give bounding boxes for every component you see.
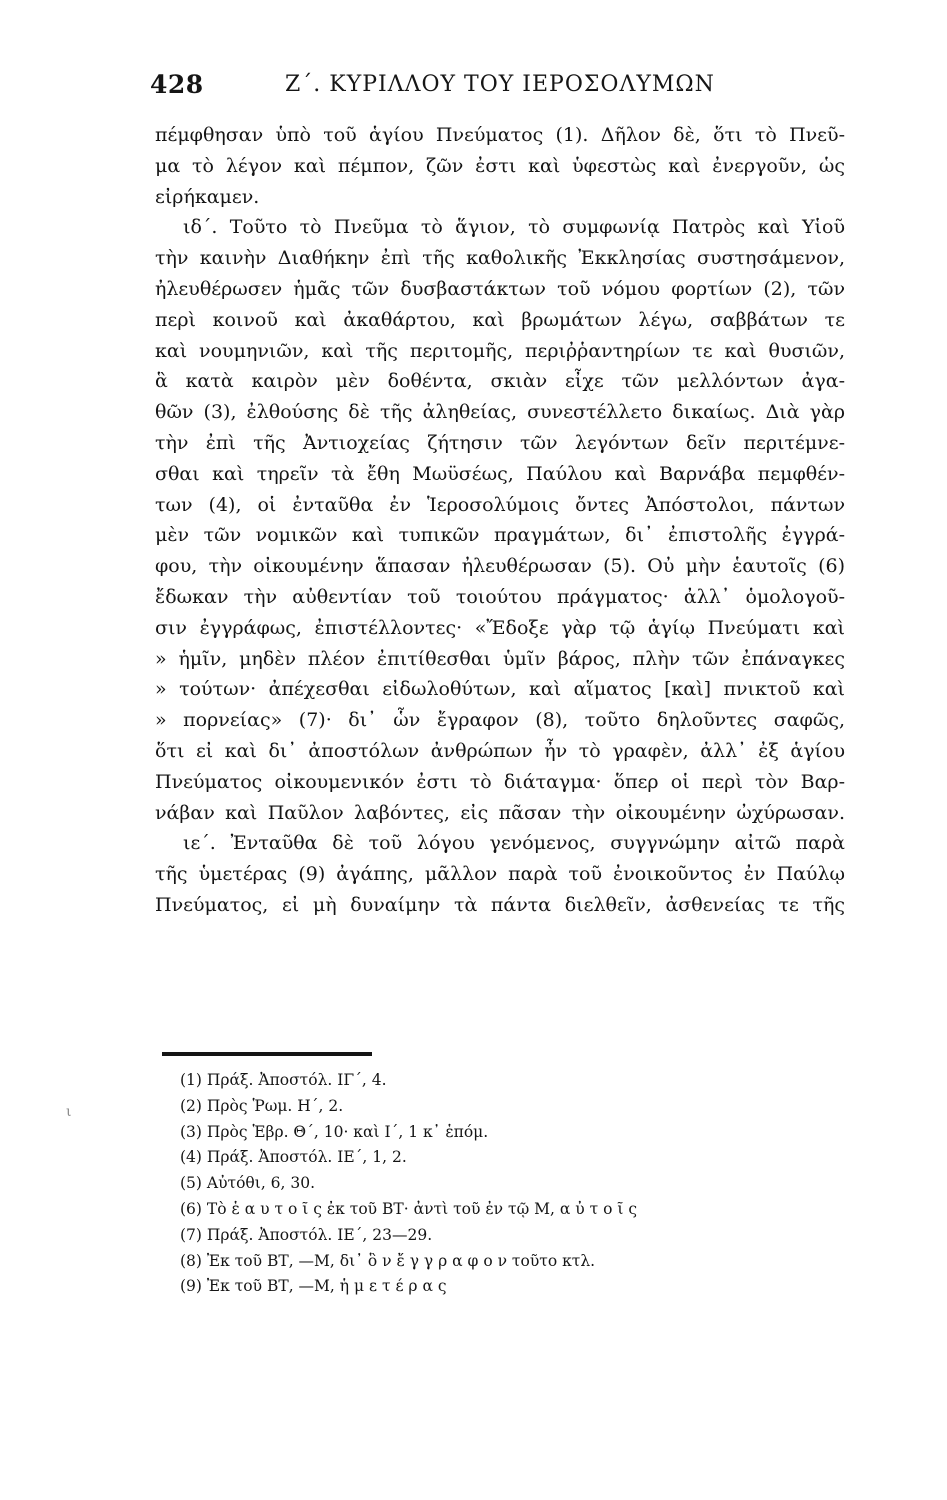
footnote: (4) Πράξ. Ἀποστόλ. ΙΕ΄, 1, 2. bbox=[180, 1148, 407, 1167]
text-line: θῶν (3), ἐλθούσης δὲ τῆς ἀληθείας, συνεστέλλετο δικαίως. Διὰ γὰρ bbox=[155, 401, 845, 424]
text-line: σιν ἐγγράφως, ἐπιστέλλοντες· «Ἔδοξε γὰρ τῷ ἁγίῳ Πνεύματι καὶ bbox=[155, 616, 845, 639]
running-title: Ζ΄. ΚΥΡΙΛΛΟΥ ΤΟΥ ΙΕΡΟΣΟΛΥΜΩΝ bbox=[285, 72, 715, 97]
text-line: ἃ κατὰ καιρὸν μὲν δοθέντα, σκιὰν εἶχε τῶν μελλόντων ἀγα- bbox=[155, 370, 845, 393]
text-line: πέμφθησαν ὑπὸ τοῦ ἁγίου Πνεύματος (1). Δῆλον δὲ, ὅτι τὸ Πνεῦ- bbox=[155, 124, 845, 146]
footnote: (7) Πράξ. Ἀποστόλ. ΙΕ΄, 23—29. bbox=[180, 1225, 433, 1244]
text-line: περὶ κοινοῦ καὶ ἀκαθάρτου, καὶ βρωμάτων λέγω, σαββάτων τε bbox=[155, 308, 845, 331]
text-line: φου, τὴν οἰκουμένην ἅπασαν ἠλευθέρωσαν (5). Οὐ μὴν ἑαυτοῖς (6) bbox=[155, 555, 845, 578]
text-line: σθαι καὶ τηρεῖν τὰ ἔθη Μωϋσέως, Παύλου καὶ Βαρνάβα πεμφθέν- bbox=[155, 462, 845, 485]
section-start-line: ιε΄. Ἐνταῦθα δὲ τοῦ λόγου γενόμενος, συγγνώμην αἰτῶ παρὰ bbox=[183, 832, 845, 855]
page-header bbox=[150, 70, 850, 104]
text-line: ἠλευθέρωσεν ἡμᾶς τῶν δυσβαστάκτων τοῦ νόμου φορτίων (2), τῶν bbox=[155, 277, 845, 300]
main-text bbox=[155, 120, 845, 921]
text-line: των (4), οἱ ἐνταῦθα ἐν Ἱεροσολύμοις ὄντες Ἀπόστολοι, πάντων bbox=[155, 493, 845, 516]
text-line: καὶ νουμηνιῶν, καὶ τῆς περιτομῆς, περιῤῥαντηρίων τε καὶ θυσιῶν, bbox=[155, 339, 845, 362]
text-line: τὴν ἐπὶ τῆς Ἀντιοχείας ζήτησιν τῶν λεγόντων δεῖν περιτέμνε- bbox=[155, 431, 845, 454]
text-line: εἰρήκαμεν. bbox=[155, 185, 260, 208]
text-line: μα τὸ λέγον καὶ πέμπον, ζῶν ἐστι καὶ ὑφεστὼς καὶ ἐνεργοῦν, ὡς bbox=[155, 154, 845, 177]
text-line: τῆς ὑμετέρας (9) ἀγάπης, μᾶλλον παρὰ τοῦ ἐνοικοῦντος ἐν Παύλῳ bbox=[155, 863, 845, 886]
text-line: Πνεύματος, εἰ μὴ δυναίμην τὰ πάντα διελθεῖν, ἀσθενείας τε τῆς bbox=[155, 893, 845, 916]
text-line: » ἡμῖν, μηδὲν πλέον ἐπιτίθεσθαι ὑμῖν βάρος, πλὴν τῶν ἐπάναγκες bbox=[155, 647, 845, 670]
text-line: ὅτι εἰ καὶ δι᾿ ἀποστόλων ἀνθρώπων ἦν τὸ γραφὲν, ἀλλ᾿ ἐξ ἁγίου bbox=[155, 739, 845, 762]
text-line: » πορνείας» (7)· δι᾿ ὧν ἔγραφον (8), τοῦτο δηλοῦντες σαφῶς, bbox=[155, 709, 845, 732]
footnote: (8) Ἐκ τοῦ ΒΤ, —Μ, δι᾿ ὃ ν ἔ γ γ ρ α φ ο ν τοῦτο κτλ. bbox=[180, 1251, 596, 1270]
footnote: (2) Πρὸς Ῥωμ. Η΄, 2. bbox=[180, 1096, 344, 1115]
footnotes bbox=[180, 1068, 840, 1300]
page-number: 428 bbox=[150, 70, 204, 99]
text-line: μὲν τῶν νομικῶν καὶ τυπικῶν πραγμάτων, δι᾿ ἐπιστολῆς ἐγγρά- bbox=[155, 524, 845, 547]
footnote: (5) Αὐτόθι, 6, 30. bbox=[180, 1174, 316, 1193]
text-line: νάβαν καὶ Παῦλον λαβόντες, εἰς πᾶσαν τὴν οἰκουμένην ὠχύρωσαν. bbox=[155, 801, 845, 824]
footnote: (1) Πράξ. Ἀποστόλ. ΙΓ΄, 4. bbox=[180, 1071, 387, 1089]
footnote: (3) Πρὸς Ἑβρ. Θ΄, 10· καὶ Ι΄, 1 κ᾿ ἑπόμ. bbox=[180, 1122, 489, 1141]
footnote-divider bbox=[162, 1052, 372, 1056]
text-line: ἔδωκαν τὴν αὐθεντίαν τοῦ τοιούτου πράγματος· ἀλλ᾿ ὁμολογοῦ- bbox=[155, 585, 845, 608]
footnote: (6) Τὸ ἑ α υ τ ο ῖ ς ἐκ τοῦ ΒΤ· ἀντὶ τοῦ ἐν τῷ Μ, α ὐ τ ο ῖ ς bbox=[180, 1199, 638, 1218]
section-start-line: ιδ΄. Τοῦτο τὸ Πνεῦμα τὸ ἅγιον, τὸ συμφωνίᾳ Πατρὸς καὶ Υἱοῦ bbox=[183, 216, 845, 239]
text-line: τὴν καινὴν Διαθήκην ἐπὶ τῆς καθολικῆς Ἐκκλησίας συστησάμενον, bbox=[155, 247, 845, 270]
text-line: Πνεύματος οἰκουμενικόν ἐστι τὸ διάταγμα· ὅπερ οἱ περὶ τὸν Βαρ- bbox=[155, 770, 845, 793]
footnote: (9) Ἐκ τοῦ ΒΤ, —Μ, ἡ μ ε τ έ ρ α ς bbox=[180, 1277, 447, 1296]
text-line: » τούτων· ἀπέχεσθαι εἰδωλοθύτων, καὶ αἵματος [καὶ] πνικτοῦ καὶ bbox=[155, 678, 845, 701]
margin-speck: ι bbox=[66, 1104, 72, 1120]
